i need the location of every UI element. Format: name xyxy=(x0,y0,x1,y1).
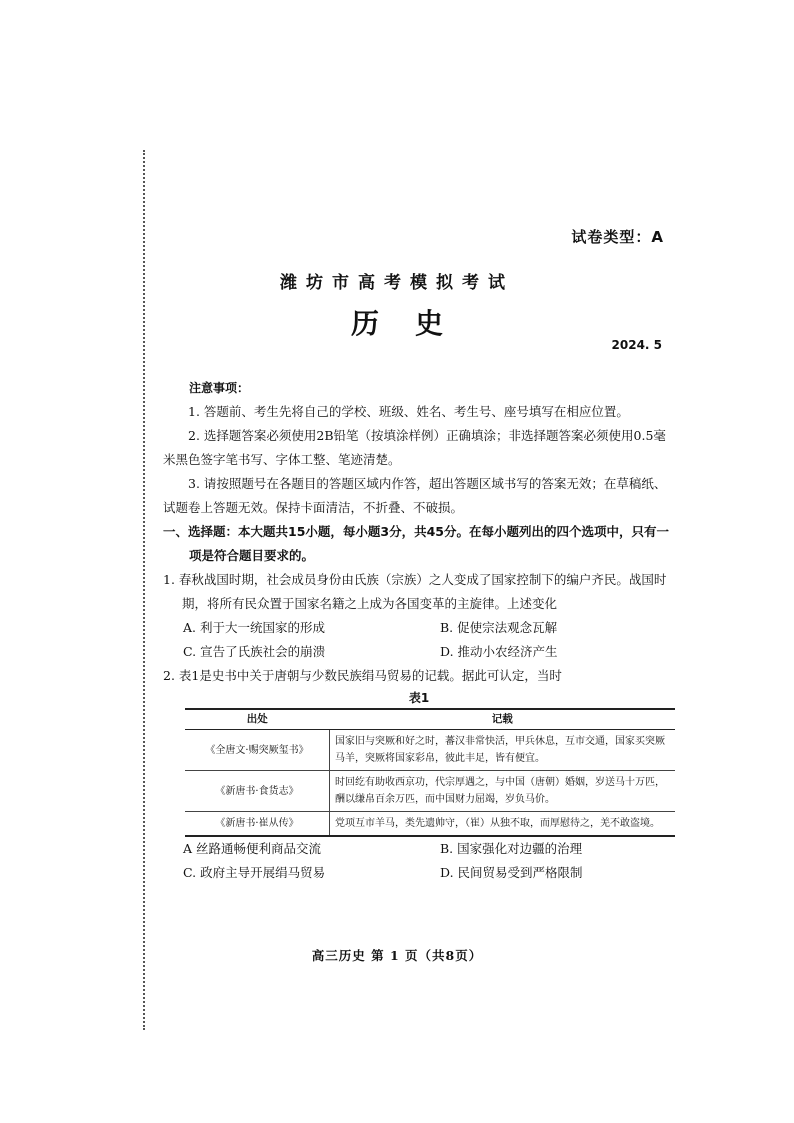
subject-title: 历史 xyxy=(350,307,479,340)
table-header-source: 出处 xyxy=(185,709,330,730)
exam-date: 2024. 5 xyxy=(611,338,662,352)
table-cell-source: 《全唐文·赐突厥玺书》 xyxy=(185,730,330,771)
table-cell-record: 国家旧与突厥和好之时，蕃汉非常快活，甲兵休息，互市交通，国家买突厥马羊，突厥将国家彩帛，彼此丰足，皆有便宜。 xyxy=(330,730,676,771)
question-2-options xyxy=(163,837,675,885)
exam-content xyxy=(163,376,675,885)
table-caption: 表1 xyxy=(408,691,430,705)
question-2-option-a: A 丝路通畅便利商品交流 xyxy=(183,841,322,856)
question-1-option-b: B. 促使宗法观念瓦解 xyxy=(440,620,558,635)
records-table xyxy=(185,708,675,837)
question-1-option-a: A. 利于大一统国家的形成 xyxy=(183,620,325,635)
question-2-option-d: D. 民间贸易受到严格限制 xyxy=(440,865,583,880)
notes-heading: 注意事项： xyxy=(189,381,250,395)
note-item-1: 1. 答题前、考生先将自己的学校、班级、姓名、考生号、座号填写在相应位置。 xyxy=(188,404,629,419)
table-cell-source: 《新唐书·食货志》 xyxy=(185,771,330,812)
question-2-option-b: B. 国家强化对边疆的治理 xyxy=(440,841,583,856)
table-header-row xyxy=(185,709,675,730)
table-cell-source: 《新唐书·崔从传》 xyxy=(185,812,330,837)
question-1-options xyxy=(163,616,675,664)
page-footer: 高三历史 第 1 页（共8页） xyxy=(311,948,483,963)
table-cell-record: 时回纥有助收西京功，代宗厚遇之，与中国（唐朝）婚姻，岁送马十万匹，酬以缣帛百余万匹，而中国财力屈竭，岁负马价。 xyxy=(330,771,676,812)
exam-title: 潍坊市高考模拟考试 xyxy=(280,273,514,293)
table-row xyxy=(185,771,675,812)
question-2-option-c: C. 政府主导开展绢马贸易 xyxy=(183,865,326,880)
question-1 xyxy=(163,568,675,664)
table-row xyxy=(185,812,675,837)
question-1-option-c: C. 宣告了氏族社会的崩溃 xyxy=(183,644,326,659)
question-2 xyxy=(163,664,675,885)
table-cell-record: 党项互市羊马，类先遗帅守，（崔）从独不取，而厚慰待之，羌不敢盗境。 xyxy=(330,812,676,837)
section-heading-choice: 一、选择题：本大题共15小题，每小题3分，共45分。在每小题列出的四个选项中，只有一项是符合题目要求的。 xyxy=(163,524,669,563)
note-item-3: 3. 请按照题号在各题目的答题区域内作答，超出答题区域书写的答案无效；在草稿纸、试题卷上答题无效。保持卡面清洁，不折叠、不破损。 xyxy=(163,476,667,515)
question-1-stem: 1. 春秋战国时期，社会成员身份由氏族（宗族）之人变成了国家控制下的编户齐民。战国时期，将所有民众置于国家名籍之上成为各国变革的主旋律。上述变化 xyxy=(163,572,667,611)
table-header-record: 记载 xyxy=(330,709,676,730)
exam-type-label: 试卷类型：A xyxy=(571,228,664,246)
question-2-stem: 2. 表1是史书中关于唐朝与少数民族绢马贸易的记载。据此可认定，当时 xyxy=(163,668,562,683)
note-item-2: 2. 选择题答案必须使用2B铅笔（按填涂样例）正确填涂；非选择题答案必须使用0.5毫米黑色签字笔书写、字体工整、笔迹清楚。 xyxy=(163,428,666,467)
question-1-option-d: D. 推动小农经济产生 xyxy=(440,644,558,659)
table-row xyxy=(185,730,675,771)
